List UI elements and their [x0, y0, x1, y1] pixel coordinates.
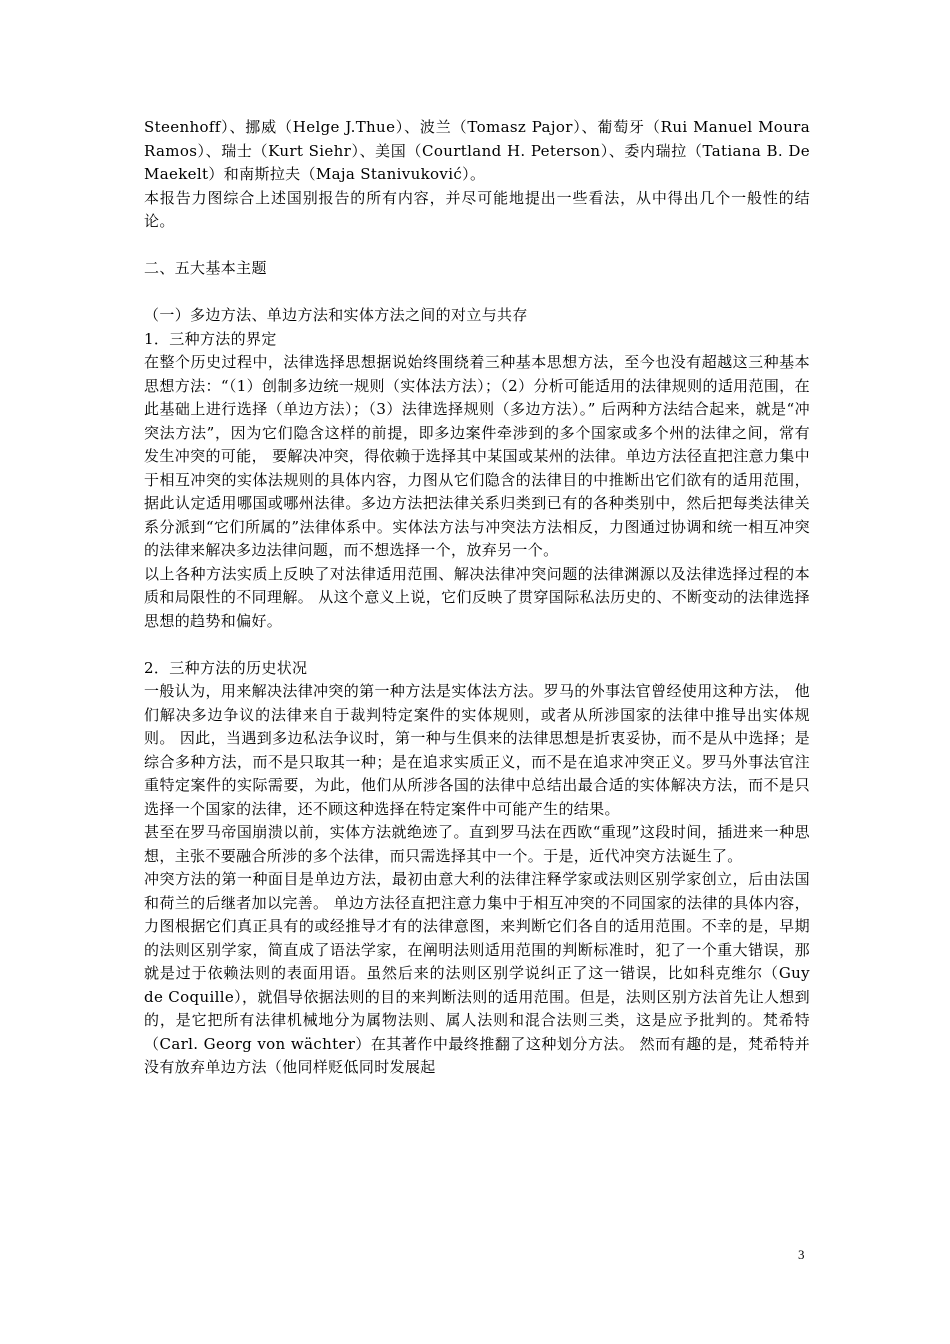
blank-line	[144, 633, 810, 657]
paragraph-contributors: Steenhoff）、挪威（Helge J.Thue）、波兰（Tomasz Pajor）、葡萄牙（Rui Manuel Moura Ramos）、瑞士（Kurt Siehr）、美国（Courtland H. Peterson）、委内瑞拉（Tatiana B. De Maekelt）和南斯拉夫（Maja Stanivuković）。	[144, 118, 810, 183]
section-heading-five-themes: 二、五大基本主题	[144, 259, 267, 277]
page-number: 3	[798, 1247, 805, 1262]
paragraph-methods-reflect: 以上各种方法实质上反映了对法律适用范围、解决法律冲突问题的法律渊源以及法律选择过程的本质和局限性的不同理解。 从这个意义上说，它们反映了贯穿国际私法历史的、不断变动的法律选择思想的趋势和偏好。	[144, 564, 810, 630]
subheading-definition: 1．三种方法的界定	[144, 329, 277, 348]
paragraph-unilateral-method: 冲突方法的第一种面目是单边方法，最初由意大利的法律注释学家或法则区别学家创立，后由法国和荷兰的后继者加以完善。 单边方法径直把注意力集中于相互冲突的不同国家的法律的具体内容，力图根据它们真正具有的或经推导才有的法律意图，来判断它们各自的适用范围。不幸的是，早期的法则区别学家，简直成了语法学家，在阐明法则适用范围的判断标准时，犯了一个重大错误，那就是过于依赖法则的表面用语。虽然后来的法则区别学说纠正了这一错误，比如科克维尔（Guy de Coquille），就倡导依据法则的目的来判断法则的适用范围。但是，法则区别方法首先让人想到的，是它把所有法律机械地分为属物法则、属人法则和混合法则三类，这是应予批判的。梵希特（Carl. Georg von wächter）在其著作中最终推翻了这种划分方法。 然而有趣的是，梵希特并没有放弃单边方法（他同样贬低同时发展起	[144, 870, 810, 1076]
paragraph-three-methods: 在整个历史过程中，法律选择思想据说始终围绕着三种基本思想方法，至今也没有超越这三种基本思想方法：“（1）创制多边统一规则（实体法方法）；（2）分析可能适用的法律规则的适用范围，在此基础上进行选择（单边方法）；（3）法律选择规则（多边方法）。” 后两种方法结合起来，就是“冲突法方法”，因为它们隐含这样的前提，即多边案件牵涉到的多个国家或多个州的法律之间，常有发生冲突的可能， 要解决冲突，得依赖于选择其中某国或某州的法律。单边方法径直把注意力集中于相互冲突的实体法规则的具体内容，力图从它们隐含的法律目的中推断出它们欲有的适用范围，据此认定适用哪国或哪州法律。多边方法把法律关系归类到已有的各种类别中，然后把每类法律关系分派到“它们所属的”法律体系中。实体法方法与冲突法方法相反，力图通过协调和统一相互冲突的法律来解决多边法律问题，而不想选择一个，放弃另一个。	[144, 353, 810, 559]
subsection-heading-methods: （一）多边方法、单边方法和实体方法之间的对立与共存	[144, 306, 528, 324]
paragraph-substantive-method: 一般认为，用来解决法律冲突的第一种方法是实体法方法。罗马的外事法官曾经使用这种方法， 他们解决多边争议的法律来自于裁判特定案件的实体规则，或者从所涉国家的法律中推导出实体规则。 因此，当遇到多边私法争议时，第一种与生俱来的法律思想是折衷妥协，而不是从中选择；是综合多种方法，而不是只取其一种；是在追求实质正义，而不是在追求冲突正义。罗马外事法官注重特定案件的实际需要，为此，他们从所涉各国的法律中总结出最合适的实体解决方法，而不是只选择一个国家的法律，还不顾这种选择在特定案件中可能产生的结果。	[144, 682, 810, 818]
blank-line	[144, 281, 810, 305]
paragraph-report-aim: 本报告力图综合上述国别报告的所有内容，并尽可能地提出一些看法，从中得出几个一般性的结论。	[144, 188, 810, 230]
document-body	[144, 116, 810, 1080]
paragraph-roman-empire: 甚至在罗马帝国崩溃以前，实体方法就绝迹了。直到罗马法在西欧“重现”这段时间，插进来一种思想，主张不要融合所涉的多个法律，而只需选择其中一个。于是，近代冲突方法诞生了。	[144, 823, 810, 865]
subheading-history: 2．三种方法的历史状况	[144, 658, 308, 677]
blank-line	[144, 234, 810, 258]
